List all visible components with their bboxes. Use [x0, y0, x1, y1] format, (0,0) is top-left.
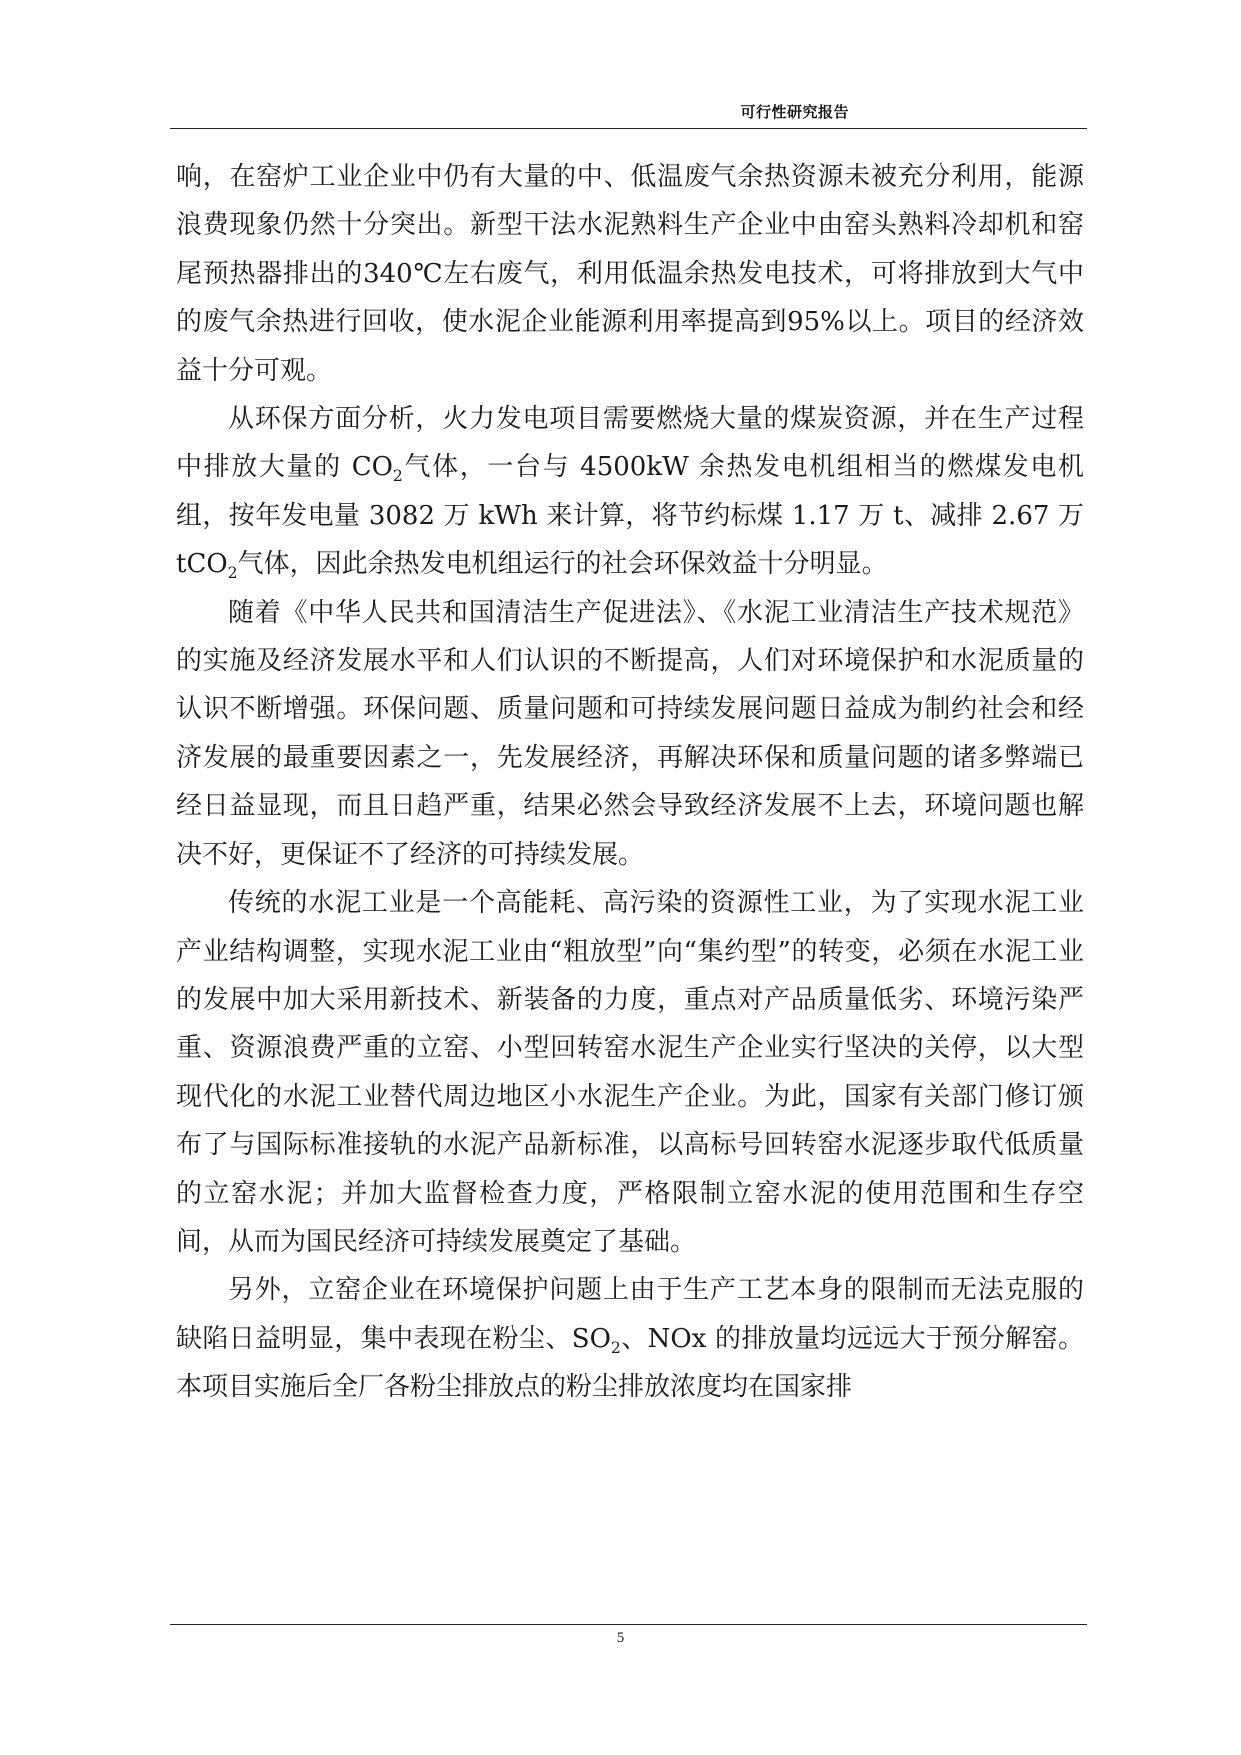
page-number: 5: [616, 1630, 625, 1646]
subscript: 2: [392, 467, 403, 486]
paragraph-text: 从环保方面分析，火力发电项目需要燃烧大量的煤炭资源，并在生产过程中排放大量的 CO: [176, 404, 1084, 483]
subscript: 2: [227, 564, 238, 583]
header-rule: [170, 128, 1087, 129]
running-header-title: 可行性研究报告: [740, 103, 849, 121]
footer-rule: [170, 1624, 1087, 1625]
paragraph-text: 另外，立窑企业在环境保护问题上由于生产工艺本身的限制而无法克服的缺陷日益明显，集中表现在粉尘、SO: [176, 1275, 1084, 1354]
paragraph-continued: 响，在窑炉工业企业中仍有大量的中、低温废气余热资源未被充分利用，能源浪费现象仍然十分突出。新型干法水泥熟料生产企业中由窑头熟料冷却机和窑尾预热器排出的340℃左右废气，利用低温余热发电技术，可将排放到大气中的废气余热进行回收，使水泥企业能源利用率提高到95%以上。项目的经济效益十分可观。: [176, 162, 1084, 386]
paragraph-environmental-analysis: [176, 395, 1084, 589]
subscript: 2: [610, 1338, 621, 1357]
paragraph-shaft-kiln: [176, 1266, 1084, 1411]
paragraph-text: 气体，一台与 4500kW 余热发电机组相当的燃煤发电机组，按年发电量 3082 万 kWh 来计算，将节约标煤 1.17 万 t、减排 2.67 万 tCO: [176, 452, 1084, 580]
paragraph-text: 气体，因此余热发电机组运行的社会环保效益十分明显。: [237, 549, 888, 580]
paragraph-text: 、NOx 的排放量均远远大于预分解窑。本项目实施后全厂各粉尘排放点的粉尘排放浓度均在国家排: [176, 1323, 1084, 1403]
paragraph-clean-production-law: 随着《中华人民共和国清洁生产促进法》、《水泥工业清洁生产技术规范》的实施及经济发展水平和人们认识的不断提高，人们对环境保护和水泥质量的认识不断增强。环保问题、质量问题和可持续发展问题日益成为制约社会和经济发展的最重要因素之一，先发展经济，再解决环保和质量问题的诸多弊端已经日益显现，而且日趋严重，结果必然会导致经济发展不上去，环境问题也解决不好，更保证不了经济的可持续发展。: [176, 597, 1084, 870]
paragraph-traditional-cement-industry: 传统的水泥工业是一个高能耗、高污染的资源性工业，为了实现水泥工业产业结构调整，实现水泥工业由“粗放型”向“集约型”的转变，必须在水泥工业的发展中加大采用新技术、新装备的力度，重点对产品质量低劣、环境污染严重、资源浪费严重的立窑、小型回转窑水泥生产企业实行坚决的关停，以大型现代化的水泥工业替代周边地区小水泥生产企业。为此，国家有关部门修订颁布了与国际标准接轨的水泥产品新标准，以高标号回转窑水泥逐步取代低质量的立窑水泥；并加大监督检查力度，严格限制立窑水泥的使用范围和生存空间，从而为国民经济可持续发展奠定了基础。: [176, 888, 1084, 1257]
body-text: [176, 153, 1084, 1412]
